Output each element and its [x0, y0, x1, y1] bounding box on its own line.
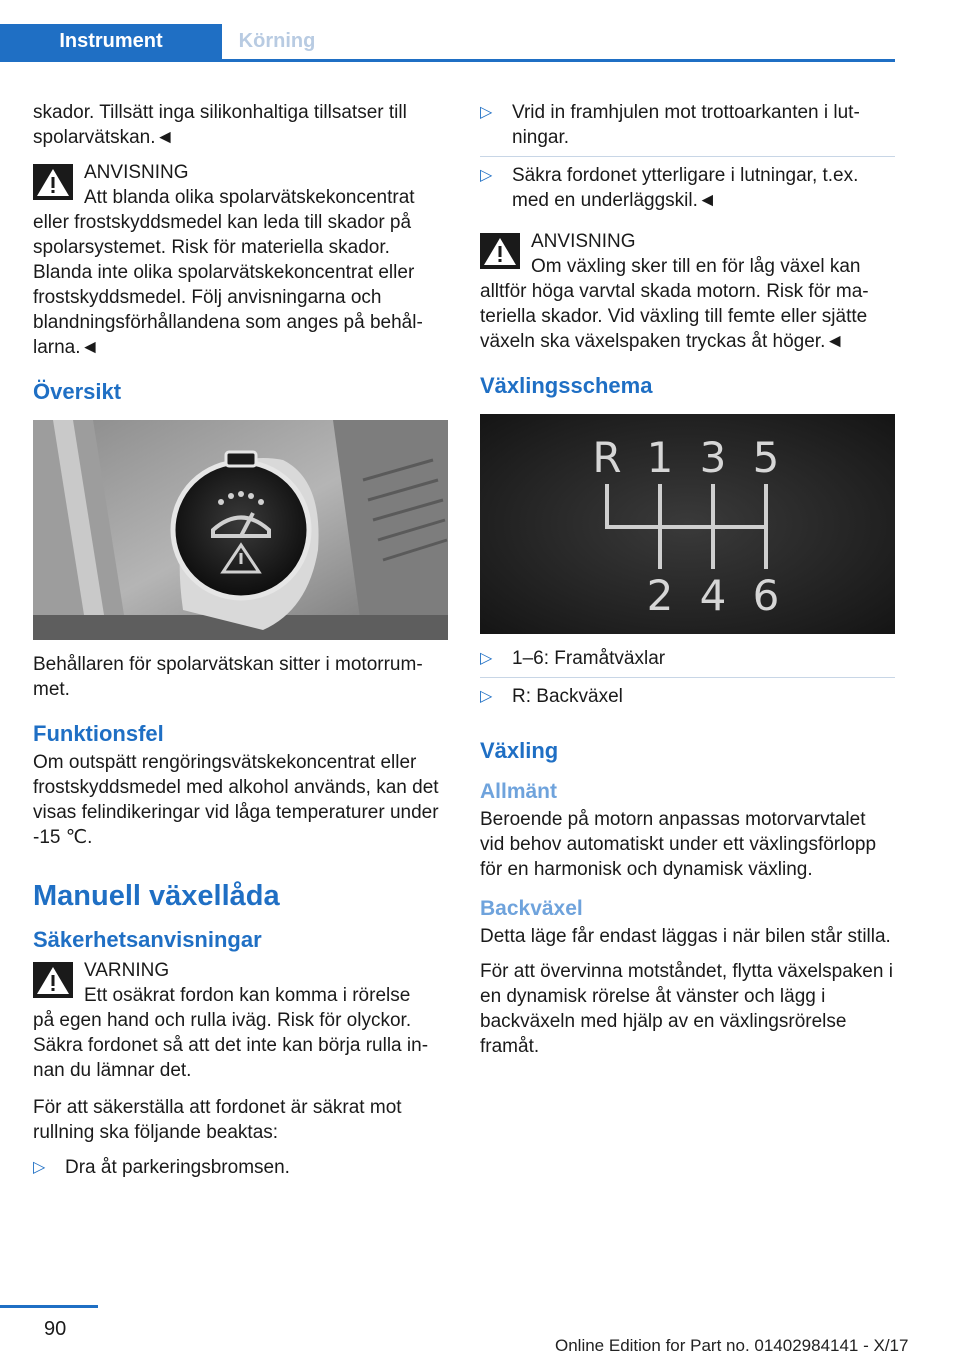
- warning-triangle-icon: [33, 164, 73, 200]
- gear-label-r: R: [592, 433, 622, 482]
- gear-label-3: 3: [699, 433, 727, 482]
- tab-korning[interactable]: Körning: [238, 30, 316, 52]
- heading-backvaxel: Backväxel: [480, 897, 583, 920]
- notice-title: ANVISNING: [84, 162, 189, 183]
- paragraph-allmant: Beroende på motorn anpassas motorvarvtalet vid behov automatiskt under ett växlingsförlopp för en harmonisk och dynamisk växling.: [480, 809, 877, 880]
- warning-triangle-icon: [33, 962, 73, 998]
- tab-instrument[interactable]: Instrument: [0, 24, 222, 59]
- paragraph-additives: skador. Tillsätt inga silikonhaltiga tillsatser till spolarvätskan.◄: [33, 102, 407, 148]
- warning-title: VARNING: [84, 960, 170, 981]
- caption-reservoir: Behållaren för spolarvätskan sitter i motorrummet.: [33, 654, 423, 700]
- header-tabbar: [0, 24, 895, 62]
- list-right-gears: [480, 646, 895, 715]
- bullet-triangle-icon: ▷: [480, 688, 493, 705]
- paragraph-beaktas: För att säkerställa att fordonet är säkrat mot rullning ska följande beaktas:: [33, 1097, 402, 1143]
- notice-text: eller frostskyddsmedel kan leda till skador på spolarsystemet. Risk för materiella skador. Blanda inte olika spolarvätskekoncentrat eller frostskyddsmedel. Följ anvisningarna och blandningsförhållandena som anges på behållarna.◄: [33, 212, 423, 358]
- bullet-triangle-icon: ▷: [480, 104, 493, 121]
- warning-block-vehicle: [33, 958, 448, 1083]
- footer-rule: [0, 1305, 98, 1308]
- list-right-top: [480, 100, 895, 219]
- gear-label-1: 1: [646, 433, 674, 482]
- notice-block-fluid: [33, 160, 448, 360]
- heading-vaxling: Växling: [480, 738, 559, 763]
- bullet-triangle-icon: ▷: [480, 650, 493, 667]
- edition-note: Online Edition for Part no. 01402984141 - X/17: [555, 1336, 909, 1355]
- notice-title: ANVISNING: [531, 231, 636, 252]
- gear-label-2: 2: [646, 571, 674, 620]
- list-item: ▷ Säkra fordonet ytterligare i lutningar, t.ex. med en underläggskil.◄: [480, 165, 859, 211]
- notice-text: alltför höga varvtal skada motorn. Risk för materiella skador. Vid växling till femte eller sjätte växeln ska växelspaken tryckas åt höger.◄: [480, 281, 869, 352]
- paragraph-funktionsfel: Om outspätt rengöringsvätskekoncentrat eller frostskyddsmedel med alkohol används, kan det visas felindikeringar vid låga temperaturer under -15 ℃.: [33, 752, 439, 848]
- list-item: ▷ 1–6: Framåtväxlar: [480, 646, 895, 678]
- right-column: [480, 100, 895, 1069]
- gear-label-5: 5: [752, 433, 780, 482]
- warning-triangle-icon: [480, 233, 520, 269]
- paragraph-backvaxel-1: Detta läge får endast läggas i när bilen står stilla.: [480, 926, 891, 947]
- heading-oversikt: Översikt: [33, 379, 122, 404]
- list-item: ▷ R: Backväxel: [480, 686, 623, 707]
- bullet-triangle-icon: ▷: [33, 1159, 46, 1176]
- page-number: 90: [44, 1318, 67, 1340]
- heading-sakerhetsanvisningar: Säkerhetsanvisningar: [33, 927, 262, 952]
- left-column: [33, 100, 448, 1196]
- heading-funktionsfel: Funktionsfel: [33, 721, 164, 746]
- notice-block-gear: [480, 229, 895, 354]
- bullet-triangle-icon: ▷: [480, 167, 493, 184]
- gear-label-4: 4: [699, 571, 727, 620]
- notice-text-first: Att blanda olika spolarvätskekoncentrat: [84, 187, 415, 208]
- washer-reservoir-photo: [33, 420, 448, 640]
- warning-text-first: Ett osäkrat fordon kan komma i rörelse: [84, 985, 411, 1006]
- heading-allmant: Allmänt: [480, 780, 558, 803]
- heading-vaxlingsschema: Växlingsschema: [480, 373, 653, 398]
- list-item: ▷ Vrid in framhjulen mot trottoarkanten i lutningar.: [480, 100, 895, 157]
- list-item: ▷ Dra åt parkeringsbromsen.: [33, 1157, 290, 1178]
- warning-text: på egen hand och rulla iväg. Risk för olyckor. Säkra fordonet så att det inte kan börja rulla innan du lämnar det.: [33, 1010, 429, 1081]
- notice-text-first: Om växling sker till en för låg växel kan: [531, 256, 861, 277]
- paragraph-backvaxel-2: För att övervinna motståndet, flytta växelspaken i en dynamisk rörelse åt vänster och lägg i backväxeln med hjälp av en växlingsrörelse framåt.: [480, 961, 893, 1057]
- heading-manuell-vaxellada: Manuell växellåda: [33, 880, 280, 912]
- shift-pattern-diagram: [480, 414, 895, 634]
- list-left: [33, 1155, 448, 1186]
- gear-label-6: 6: [752, 571, 780, 620]
